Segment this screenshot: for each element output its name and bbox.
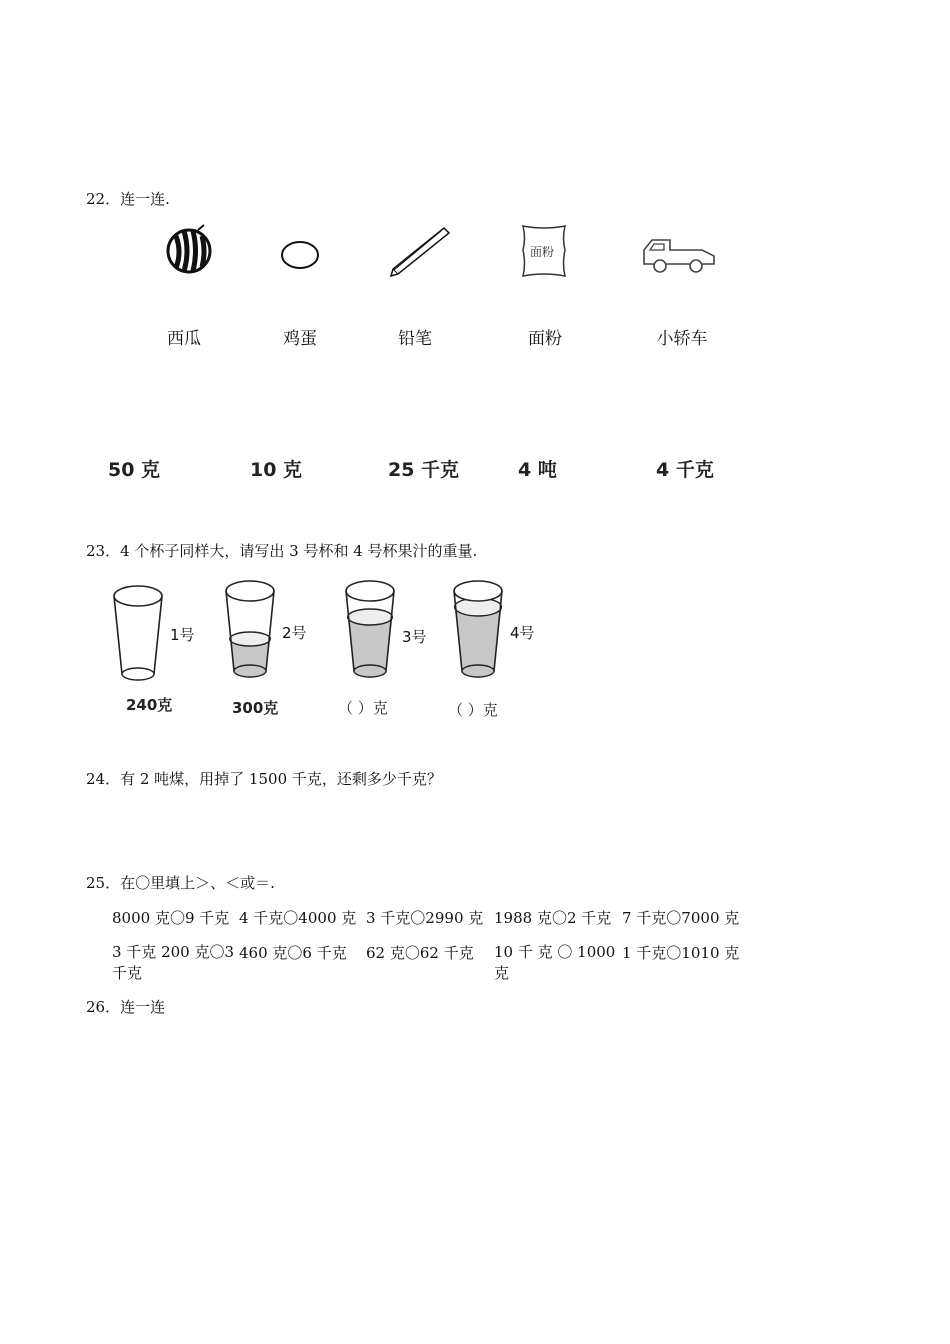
item-label-car: 小轿车	[656, 329, 708, 349]
cup-weight: （ ）克	[448, 701, 498, 719]
comparison-item: 7 千克〇7000 克	[622, 909, 740, 927]
question-25-title: 25．在〇里填上＞、＜或＝.	[86, 874, 275, 892]
comparison-item: 1 千克〇1010 克	[622, 944, 740, 962]
comparison-item: 3 千克〇2990 克	[366, 909, 484, 927]
item-label-pencil: 铅笔	[398, 329, 432, 349]
cup-label: 3号	[402, 628, 427, 646]
cup-label: 2号	[282, 624, 307, 642]
question-22-title: 22．连一连.	[86, 190, 170, 208]
item-label-egg: 鸡蛋	[283, 329, 317, 349]
item-label-flour: 面粉	[528, 329, 562, 349]
cup-weight: （ ）克	[338, 699, 388, 717]
cup-weight: 300克	[232, 699, 279, 717]
comparison-item: 10 千 克 〇 1000 克	[494, 943, 616, 982]
cup-label: 4号	[510, 624, 535, 642]
comparison-item: 8000 克〇9 千克	[112, 909, 230, 927]
car-icon	[640, 234, 718, 276]
question-26-title: 26．连一连	[86, 998, 166, 1016]
weight-option: 4 千克	[656, 459, 714, 481]
comparison-item: 460 克〇6 千克	[239, 944, 347, 962]
cup-label: 1号	[170, 626, 195, 644]
cup-4	[448, 575, 508, 683]
weight-option: 25 千克	[388, 459, 460, 481]
cup-3	[340, 575, 400, 683]
cup-1	[108, 582, 168, 686]
question-24-title: 24．有 2 吨煤，用掉了 1500 千克，还剩多少千克？	[86, 770, 442, 788]
comparison-item: 1988 克〇2 千克	[494, 909, 612, 927]
weight-option: 10 克	[250, 459, 303, 481]
weight-option: 4 吨	[518, 459, 557, 481]
comparison-item: 3 千克 200 克〇3 千克	[112, 943, 235, 982]
flour-bag-text: 面粉	[530, 245, 555, 259]
cup-weight: 240克	[126, 696, 173, 714]
comparison-item: 62 克〇62 千克	[366, 944, 474, 962]
egg-icon	[278, 238, 322, 272]
watermelon-icon	[162, 222, 216, 276]
question-23-title: 23．4 个杯子同样大，请写出 3 号杯和 4 号杯果汁的重量.	[86, 542, 478, 560]
comparison-item: 4 千克〇4000 克	[239, 909, 357, 927]
item-label-watermelon: 西瓜	[167, 329, 201, 349]
weight-option: 50 克	[108, 459, 161, 481]
cup-2	[220, 575, 280, 683]
pencil-icon	[386, 224, 452, 280]
